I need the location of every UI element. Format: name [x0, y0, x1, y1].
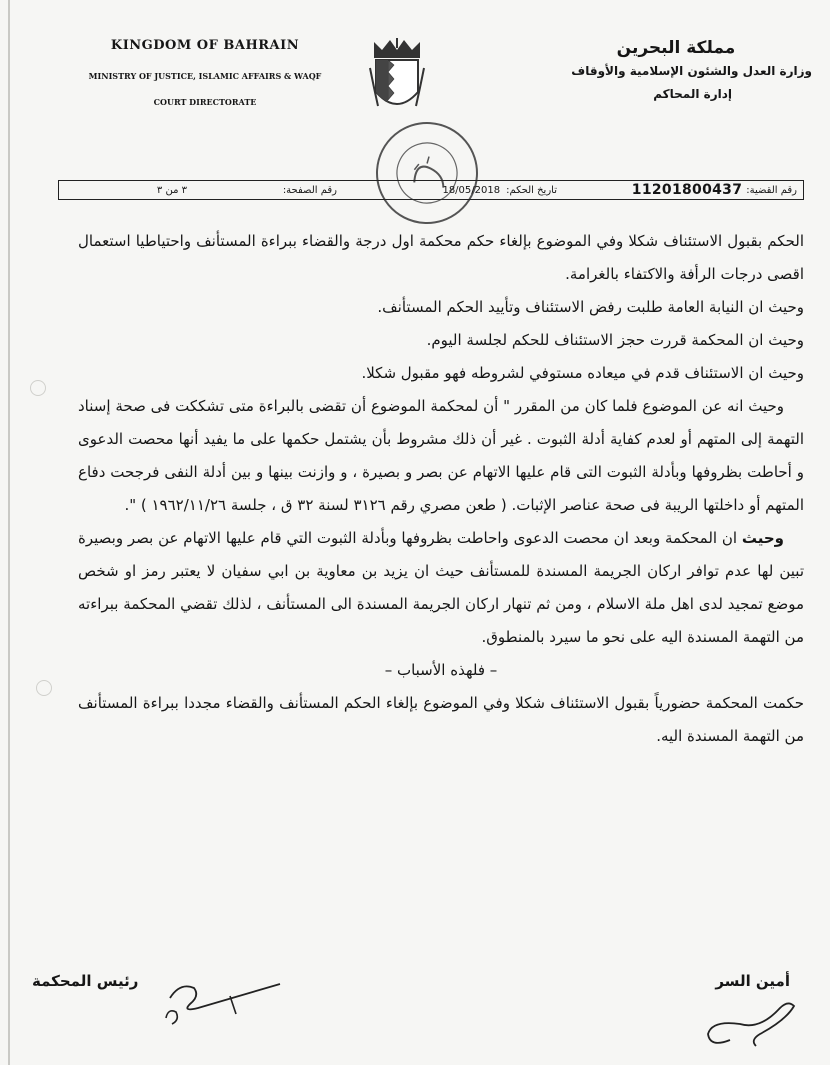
page-label: رقم الصفحة:	[282, 184, 337, 196]
ar-directorate: إدارة المحاكم	[653, 87, 732, 101]
reasons-heading: – فلهذه الأسباب –	[384, 661, 498, 679]
paragraph-request: الحكم بقبول الاستئناف شكلا وفي الموضوع بإلغاء حكم محكمة اول درجة والقضاء ببراءة المستأنف واحتياطيا استعمال اقصى درجات الرأفة والاكتفاء بالغرامة.	[78, 232, 804, 283]
scan-edge	[8, 0, 10, 1065]
ar-ministry: وزارة العدل والشئون الإسلامية والأوقاف	[571, 64, 812, 78]
punch-hole	[30, 380, 46, 396]
case-info-bar	[58, 180, 804, 200]
paragraph-verdict: حكمت المحكمة حضورياً بقبول الاستئناف شكلا وفي الموضوع بإلغاء الحكم المستأنف والقضاء مجددا ببراءة المستأنف من التهمة المسندة اليه.	[78, 694, 804, 745]
en-title: KINGDOM OF BAHRAIN	[110, 38, 300, 53]
page-number-cell	[187, 185, 337, 196]
en-ministry: MINISTRY OF JUSTICE, ISLAMIC AFFAIRS & WAQF	[88, 71, 322, 81]
date-label: تاريخ الحكم:	[506, 184, 557, 196]
case-number: 11201800437	[631, 182, 743, 198]
finding-text: ان المحكمة وبعد ان محصت الدعوى واحاطت بظروفها وبأدلة الثبوت التي قام عليها الاتهام عن بصر وبصيرة تبين لها عدم توافر اركان الجريمة المسندة للمستأنف حيث ان يزيد بن معاوية بن ابي سفيان لا يعتبر رمز او شخص موضع تمجيد لدى اهل ملة الاسلام ، ومن ثم تنهار اركان الجريمة المسندة الى المستأنف ، لذلك تقضي المحكمة ببراءته من التهمة المسندة اليه على نحو ما سيرد بالمنطوق.	[78, 529, 804, 646]
case-label: رقم القضية:	[746, 184, 797, 196]
paragraph-court-finding	[78, 522, 804, 654]
en-directorate: COURT DIRECTORATE	[153, 97, 257, 107]
case-number-cell	[557, 182, 797, 198]
punch-hole	[36, 680, 52, 696]
secretary-signature	[690, 990, 810, 1050]
bahrain-emblem-icon	[368, 38, 426, 118]
paragraph-reserve: وحيث ان المحكمة قررت حجز الاستئناف للحكم لجلسة اليوم.	[426, 331, 804, 349]
date-cell	[337, 185, 557, 196]
secretary-signature-block	[715, 972, 790, 990]
court-head-label: رئيس المحكمة	[32, 972, 139, 990]
page-total-cell	[65, 185, 187, 196]
page-value: ٣ من ٣	[156, 184, 187, 196]
finding-lead: وحيث	[741, 529, 784, 547]
ar-title: مملكة البحرين	[616, 38, 736, 58]
judgment-body	[78, 225, 804, 753]
english-letterhead	[40, 38, 370, 107]
date-value: 18/05/2018	[442, 184, 501, 196]
paragraph-prosecution: وحيث ان النيابة العامة طلبت رفض الاستئناف وتأييد الحكم المستأنف.	[377, 298, 804, 316]
paragraph-form-accepted: وحيث ان الاستئناف قدم في ميعاده مستوفي لشروطه فهو مقبول شكلا.	[361, 364, 804, 382]
secretary-label: أمين السر	[715, 972, 790, 990]
court-head-signature	[110, 968, 290, 1028]
arabic-letterhead	[482, 38, 812, 101]
paragraph-legal-principle: وحيث انه عن الموضوع فلما كان من المقرر " أن لمحكمة الموضوع أن تقضى بالبراءة متى تشككت فى صحة إسناد التهمة إلى المتهم أو لعدم كفاية أدلة الثبوت . غير أن ذلك مشروط بأن يشتمل حكمها على ما يفيد أنها محصت الدعوى و أحاطت بظروفها وبأدلة الثبوت التى قام عليها الاتهام عن بصر و بصيرة ، و وازنت بينها و بين أدلة النفى فرجحت دفاع المتهم أو داخلتها الريبة فى صحة عناصر الإثبات. ( طعن مصري رقم ٣١٢٦ لسنة ٣٢ ق ، جلسة ١٩٦٢/١١/٢٦ ) ".	[78, 397, 804, 514]
court-stamp	[358, 104, 497, 243]
